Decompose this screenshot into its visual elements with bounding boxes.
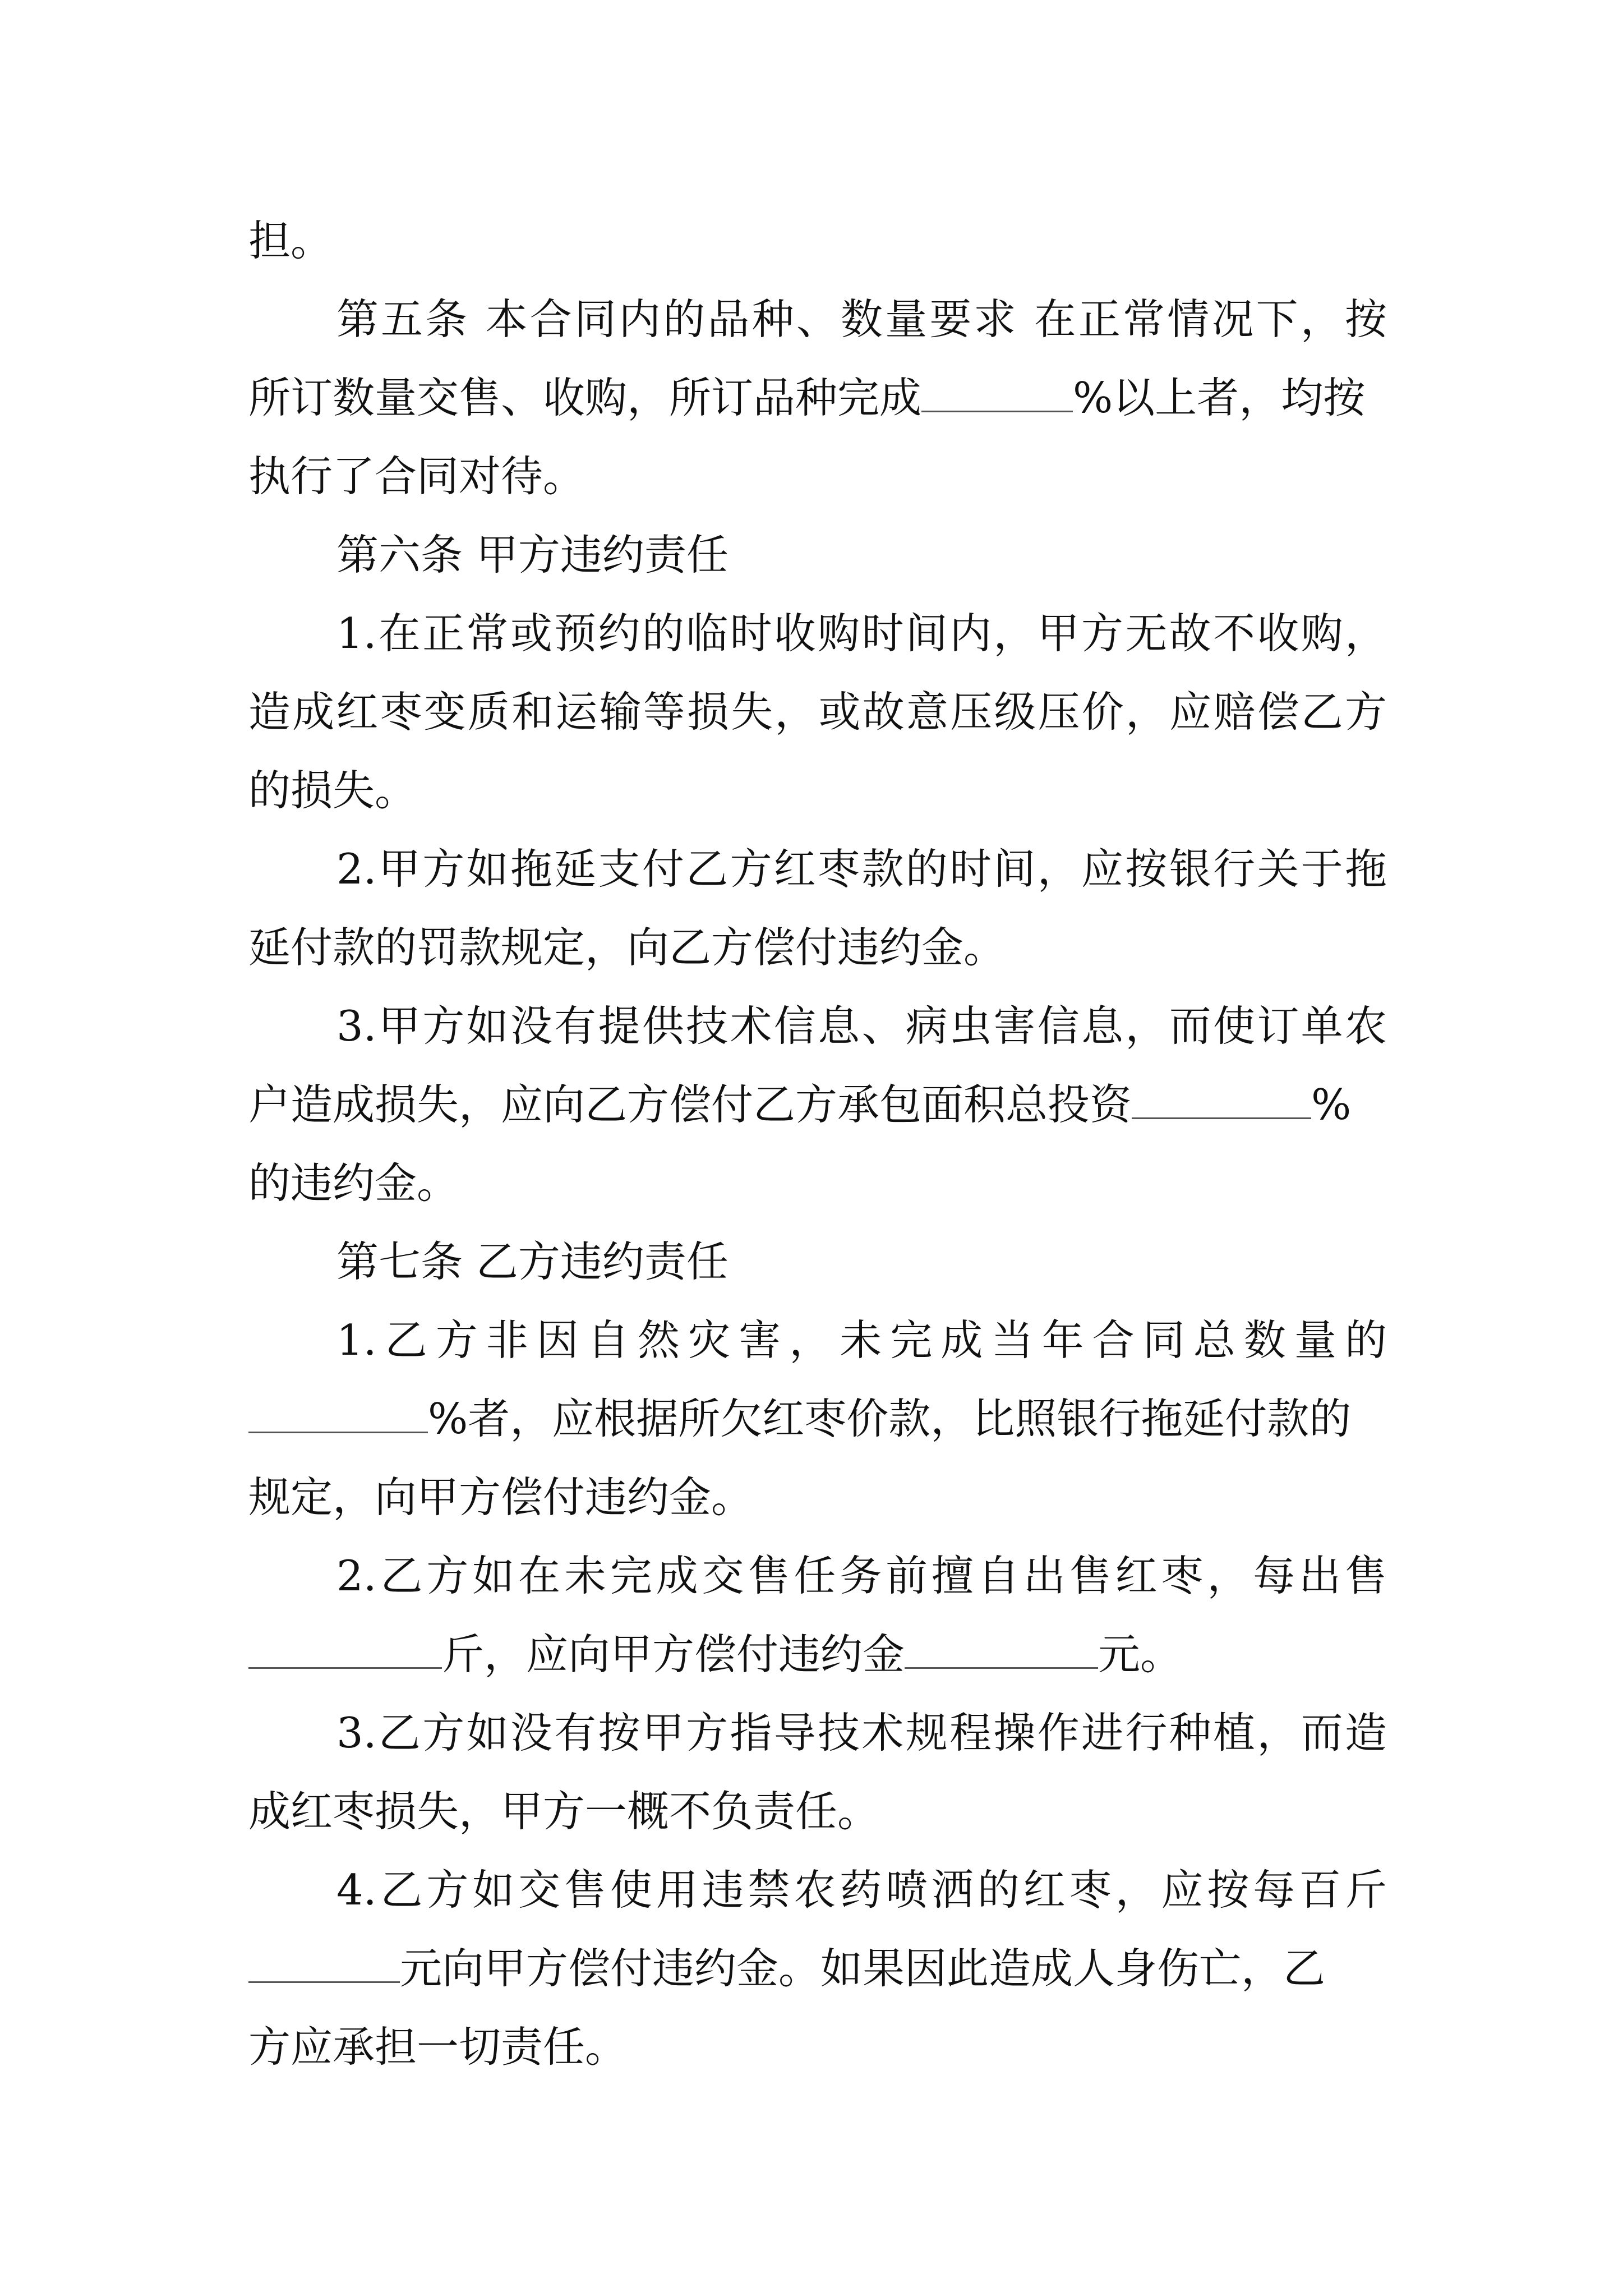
text-line bbox=[248, 1391, 1351, 1447]
text-segment: 元向甲方偿付违约金。如果因此造成人身伤亡，乙 bbox=[400, 1944, 1326, 1993]
text-segment: 斤，应向甲方偿付违约金 bbox=[442, 1630, 905, 1679]
text-segment: 元。 bbox=[1098, 1630, 1183, 1679]
text-line: 延付款的罚款规定，向乙方偿付违约金。 bbox=[248, 923, 1006, 972]
text-line bbox=[248, 370, 1365, 426]
clause-6-1: 1.在正常或预约的临时收购时间内，甲方无故不收购， bbox=[336, 609, 1387, 658]
fill-in-blank[interactable] bbox=[248, 1628, 442, 1669]
text-line: 的损失。 bbox=[248, 766, 417, 815]
text-segment: %以上者，均按 bbox=[1073, 373, 1366, 422]
clause-6-3: 3.甲方如没有提供技术信息、病虫害信息，而使订单农 bbox=[336, 1001, 1387, 1051]
article-5-heading: 第五条 本合同内的品种、数量要求 在正常情况下，按 bbox=[336, 295, 1387, 344]
text-segment: % bbox=[1311, 1080, 1352, 1129]
article-6-heading: 第六条 甲方违约责任 bbox=[336, 530, 728, 579]
text-line bbox=[248, 1626, 1182, 1682]
text-line: 担。 bbox=[248, 216, 333, 265]
text-line: 成红枣损失，甲方一概不负责任。 bbox=[248, 1787, 880, 1836]
clause-7-1: 1.乙方非因自然灾害，未完成当年合同总数量的 bbox=[336, 1315, 1387, 1365]
text-line: 方应承担一切责任。 bbox=[248, 2022, 628, 2072]
clause-7-2: 2.乙方如在未完成交售任务前擅自出售红枣，每出售 bbox=[336, 1551, 1387, 1600]
text-line: 执行了合同对待。 bbox=[248, 452, 585, 501]
clause-7-3: 3.乙方如没有按甲方指导技术规程操作进行种植，而造 bbox=[336, 1708, 1387, 1757]
fill-in-blank[interactable] bbox=[921, 371, 1073, 412]
fill-in-blank[interactable] bbox=[248, 1392, 428, 1433]
text-segment: 所订数量交售、收购，所订品种完成 bbox=[248, 373, 922, 422]
text-line: 规定，向甲方偿付违约金。 bbox=[248, 1473, 754, 1522]
fill-in-blank[interactable] bbox=[905, 1628, 1098, 1669]
text-segment: %者，应根据所欠红枣价款，比照银行拖延付款的 bbox=[428, 1394, 1352, 1443]
text-line bbox=[248, 1076, 1351, 1133]
text-line: 的违约金。 bbox=[248, 1158, 459, 1208]
text-line bbox=[248, 1940, 1325, 1996]
fill-in-blank[interactable] bbox=[248, 1942, 400, 1983]
fill-in-blank[interactable] bbox=[1132, 1078, 1311, 1119]
text-segment: 户造成损失，应向乙方偿付乙方承包面积总投资 bbox=[248, 1080, 1132, 1129]
clause-6-2: 2.甲方如拖延支付乙方红枣款的时间，应按银行关于拖 bbox=[336, 844, 1387, 894]
clause-7-4: 4.乙方如交售使用违禁农药喷洒的红枣，应按每百斤 bbox=[336, 1865, 1387, 1915]
article-7-heading: 第七条 乙方违约责任 bbox=[336, 1237, 728, 1286]
text-line: 造成红枣变质和运输等损失，或故意压级压价，应赔偿乙方 bbox=[248, 687, 1387, 737]
